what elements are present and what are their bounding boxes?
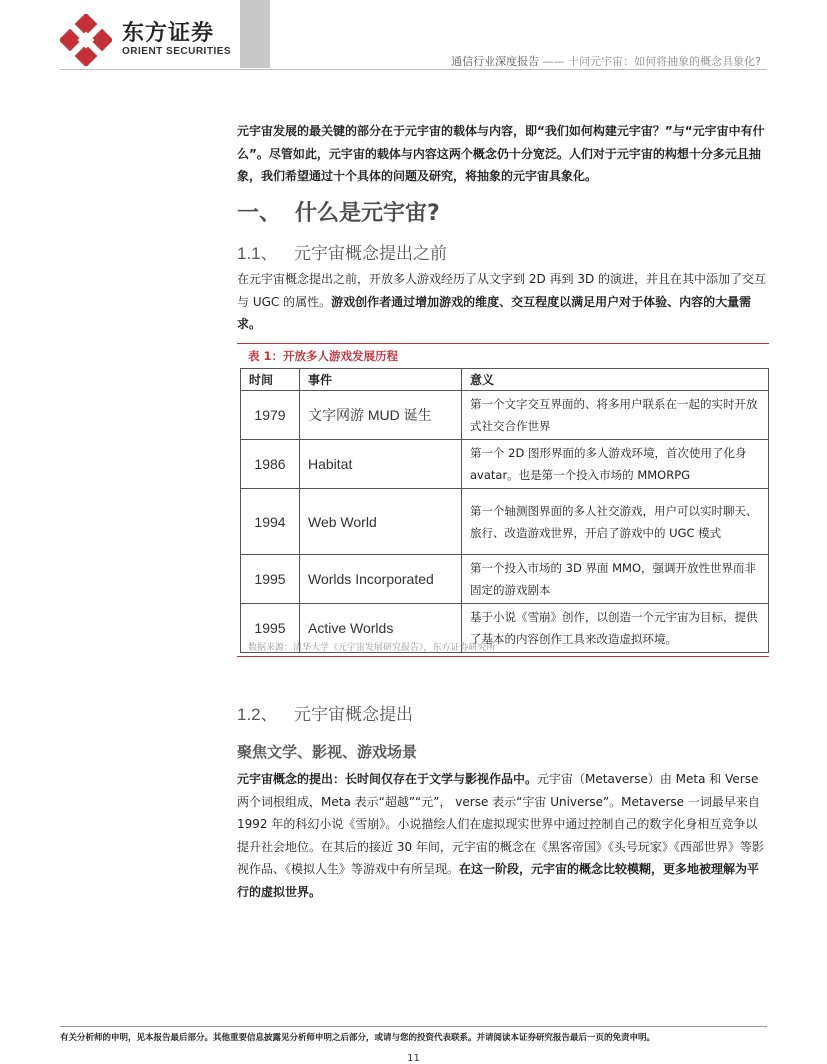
table-source: 数据来源：清华大学《元宇宙发展研究报告》，东方证券研究所 [248,643,496,653]
cell-event: Worlds Incorporated [300,555,462,604]
table-bottom-rule [237,656,769,657]
section-title: 什么是元宇宙? [295,201,440,226]
table-header-row [241,369,769,391]
table-row [241,489,769,555]
subsection-title: 元宇宙概念提出 [294,705,413,725]
brand-name-en: ORIENT SECURITIES [122,46,232,57]
table-caption: 表 1：开放多人游戏发展历程 [248,349,399,363]
body-text: 元宇宙（Metaverse）由 Meta 和 Verse 两个词根组成，Meta 表示“超越”“元”， verse 表示“宇宙 Universe”。Metaverse 一词最早来自 1992 年的科幻小说《雪崩》。小说描绘人们在虚拟现实世界中通过控制自己的数字化身相互竞争以提升社会地位。在其后的接近 30 年间，元宇宙的概念在《黑客帝国》《头号玩家》《西部世界》等影视作品、《模拟人生》等游戏中有所呈现。 [237,772,764,876]
header-decor-bar [240,0,270,68]
cell-meaning: 第一个文字交互界面的、将多用户联系在一起的实时开放式社交合作世界 [462,391,769,440]
section-1-2-paragraph [237,768,769,903]
lead-bold-text: 元宇宙概念的提出：长时间仅存在于文学与影视作品中。 [237,772,538,786]
cell-year: 1994 [241,489,300,555]
table-row [241,440,769,489]
subsection-number: 1.2、 [237,705,278,724]
subsection-number: 1.1、 [237,244,278,263]
history-table [240,368,769,653]
diamond-cross-logo-icon [60,14,112,66]
brand-name-cn: 东方证券 [122,21,215,46]
cell-year: 1986 [241,440,300,489]
section-heading-1 [237,196,440,227]
report-subtitle: 十问元宇宙：如何将抽象的概念具象化? [568,55,761,68]
cell-event: 文字网游 MUD 诞生 [300,391,462,440]
cell-year: 1979 [241,391,300,440]
header-separator: —— [542,55,565,68]
table-row [241,391,769,440]
subsection-heading-1-2 [237,700,413,725]
header-title [451,53,761,69]
tail-bold-text: 在这一阶段，元宇宙的概念比较模糊，更多地被理解为平行的虚拟世界。 [237,862,760,899]
cell-event: Habitat [300,440,462,489]
paragraph-normal-text: 在元宇宙概念提出之前，开放多人游戏经历了从文字到 2D 再到 3D 的演进，并且在其中添加了交互与 UGC 的属性。 [237,272,767,309]
header-divider [60,69,767,70]
section-number: 一、 [237,201,282,226]
brand-logo [60,14,240,66]
paragraph-bold-text: 游戏创作者通过增加游戏的维度、交互程度以满足用户对于体验、内容的大量需求。 [237,294,752,331]
cell-meaning: 基于小说《雪崩》创作，以创造一个元宇宙为目标，提供了基本的内容创作工具来改造虚拟环境。 [462,604,769,653]
subsection-heading-1-1 [237,239,447,264]
header-time: 时间 [241,369,300,391]
topic-subheading: 聚焦文学、影视、游戏场景 [237,743,418,761]
table-row [241,555,769,604]
section-1-1-paragraph [237,268,769,336]
cell-year: 1995 [241,604,300,653]
report-type: 通信行业深度报告 [451,55,540,68]
footer-disclaimer: 有关分析师的申明，见本报告最后部分。其他重要信息披露见分析师申明之后部分，或请与您的投资代表联系。并请阅读本证券研究报告最后一页的免责申明。 [60,1033,656,1043]
intro-paragraph [237,120,769,188]
footer-divider [60,1026,767,1027]
page-number: 11 [407,1053,420,1064]
cell-meaning: 第一个投入市场的 3D 界面 MMO，强调开放性世界而非固定的游戏剧本 [462,555,769,604]
cell-event: Web World [300,489,462,555]
cell-year: 1995 [241,555,300,604]
subsection-title: 元宇宙概念提出之前 [294,244,447,264]
header-event: 事件 [300,369,462,391]
intro-text: 元宇宙发展的最关键的部分在于元宇宙的载体与内容，即“我们如何构建元宇宙？”与“元宇宙中有什么”。尽管如此，元宇宙的载体与内容这两个概念仍十分宽泛。人们对于元宇宙的构想十分多元且抽象，我们希望通过十个具体的问题及研究，将抽象的元宇宙具象化。 [237,124,765,183]
header-meaning: 意义 [462,369,769,391]
cell-meaning: 第一个 2D 图形界面的多人游戏环境，首次使用了化身 avatar。也是第一个投入市场的 MMORPG [462,440,769,489]
cell-event: Active Worlds [300,604,462,653]
cell-meaning: 第一个轴测图界面的多人社交游戏，用户可以实时聊天、旅行、改造游戏世界，开启了游戏中的 UGC 模式 [462,489,769,555]
table-top-rule [237,343,769,344]
